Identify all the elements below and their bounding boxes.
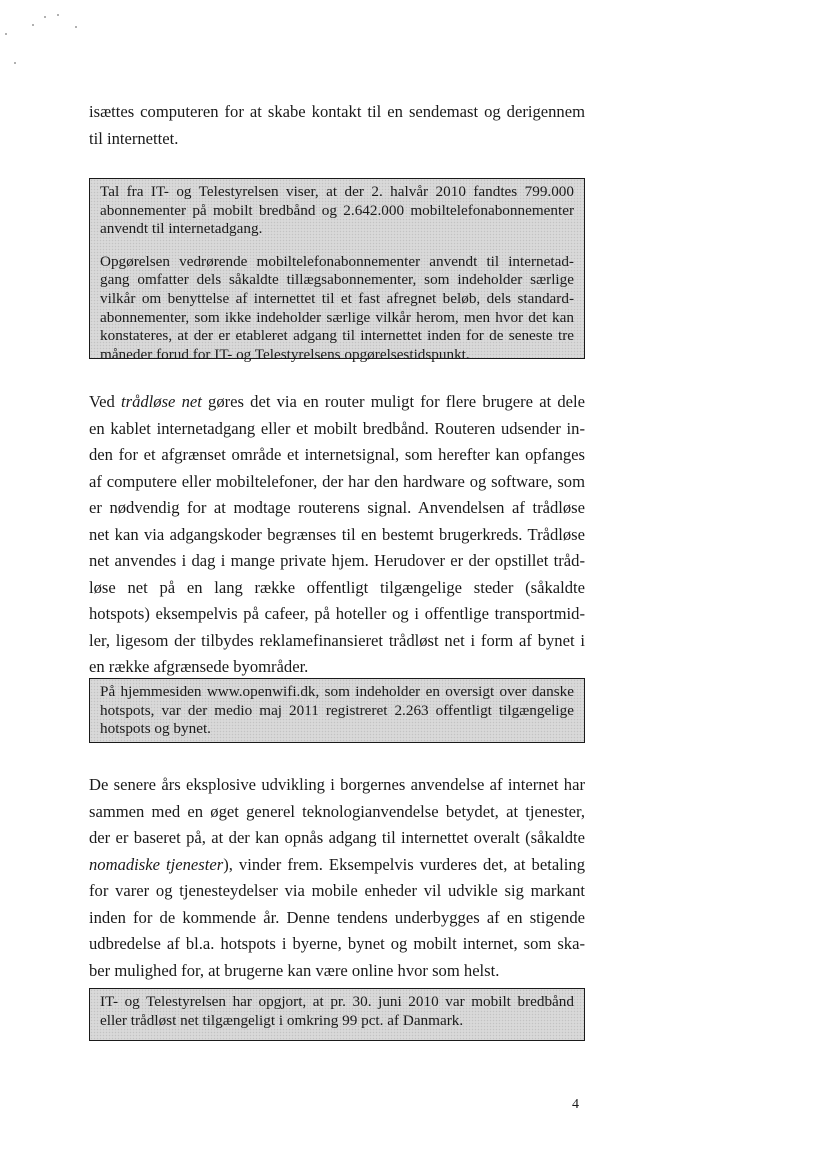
box-line: abonnementer, som ikke indeholder særlige vilkår herom, men hvor det kan	[100, 308, 574, 326]
scan-speck	[32, 24, 34, 26]
text-line: af computere eller mobiltelefoner, der har den hardware og software, som	[89, 471, 585, 491]
box-line: anvendt til internetadgang.	[100, 220, 263, 238]
text-run: Ved	[89, 392, 121, 411]
box-line: eller trådløst net tilgængeligt i omkring 99 pct. af Danmark.	[100, 1011, 464, 1029]
box-line: Opgørelsen vedrørende mobiltelefonabonnementer anvendt til internetad-	[100, 252, 574, 270]
intro-paragraph	[89, 99, 585, 152]
scan-speck	[75, 26, 77, 28]
box-line: hotspots, var der medio maj 2011 registreret 2.263 offentligt tilgængelige	[100, 701, 574, 719]
text-line: til internettet.	[89, 128, 179, 148]
text-line: net anvendes i dag i mange private hjem. Herudover er der opstillet tråd-	[89, 551, 585, 570]
text-line: der er baseret på, at der kan opnås adgang til internettet overalt (såkaldte	[89, 828, 585, 847]
text-line: en række afgrænsede byområder.	[89, 657, 309, 676]
wireless-net-paragraph	[89, 389, 585, 681]
text-line	[89, 852, 585, 879]
text-line: isættes computeren for at skabe kontakt til en sendemast og derigennem	[89, 102, 585, 121]
text-line: sammen med en øget generel teknologianvendelse betydet, at tjenester,	[89, 801, 585, 821]
nomadic-services-paragraph	[89, 772, 585, 984]
text-run: ), vinder frem. Eksempelvis vurderes det, at betaling	[223, 854, 585, 874]
scan-speck	[14, 62, 16, 64]
text-line: er nødvendig for at modtage routerens signal. Anvendelsen af trådløse	[89, 498, 585, 517]
fact-box-broadband-stats	[89, 178, 585, 363]
scan-speck	[44, 16, 46, 18]
text-line: en kablet internetadgang eller et mobilt bredbånd. Routeren udsender in-	[89, 418, 585, 438]
text-line: udbredelse af bl.a. hotspots i byerne, bynet og mobilt internet, som ska-	[89, 934, 585, 953]
text-line: hotspots) eksempelvis på cafeer, på hoteller og i offentlige transportmid-	[89, 604, 585, 623]
text-line: løse net på en lang række offentligt tilgængelige steder (såkaldte	[89, 577, 585, 597]
box-line: vilkår om benyttelse af internettet til et fast afregnet beløb, dels standard-	[100, 289, 574, 307]
text-line: den for et afgrænset område et internetsignal, som herefter kan opfanges	[89, 445, 585, 464]
text-line: ber mulighed for, at brugerne kan være online hvor som helst.	[89, 960, 500, 980]
italic-term: trådløse net	[121, 392, 202, 411]
text-line: for varer og tjenesteydelser via mobile enheder vil udvikle sig markant	[89, 881, 585, 900]
box-line: På hjemmesiden www.openwifi.dk, som indeholder en oversigt over danske	[100, 683, 574, 700]
text-line: De senere års eksplosive udvikling i borgernes anvendelse af internet har	[89, 775, 585, 794]
box-line: gang omfatter dels såkaldte tillægsabonnementer, som indeholder særlige	[100, 271, 574, 289]
text-line: inden for de kommende år. Denne tendens underbygges af en stigende	[89, 907, 585, 927]
scan-speck	[5, 33, 7, 35]
italic-term: nomadiske tjenester	[89, 854, 224, 874]
box-line: Tal fra IT- og Telestyrelsen viser, at der 2. halvår 2010 fandtes 799.000	[100, 183, 574, 200]
text-line: net kan via adgangskoder begrænses til en bestemt brugerkreds. Trådløse	[89, 524, 585, 544]
fact-box-hotspots	[89, 678, 585, 743]
scan-speck	[57, 14, 59, 16]
text-run: gøres det via en router muligt for flere brugere at dele	[201, 392, 586, 411]
box-line: måneder forud for IT- og Telestyrelsens opgørelsestidspunkt.	[100, 345, 470, 363]
page-number: 4	[572, 1097, 579, 1112]
box-line: hotspots og bynet.	[100, 720, 211, 738]
fact-box-coverage	[89, 988, 585, 1041]
text-line	[89, 389, 585, 416]
box-line: IT- og Telestyrelsen har opgjort, at pr. 30. juni 2010 var mobilt bredbånd	[100, 993, 574, 1010]
box-line: abonnementer på mobilt bredbånd og 2.642.000 mobiltelefonabonnementer	[100, 201, 574, 219]
text-line: ler, ligesom der tilbydes reklamefinansieret trådløst net i form af bynet i	[89, 630, 585, 650]
box-line: konstateres, at der er etableret adgang til internettet inden for de seneste tre	[100, 327, 574, 345]
